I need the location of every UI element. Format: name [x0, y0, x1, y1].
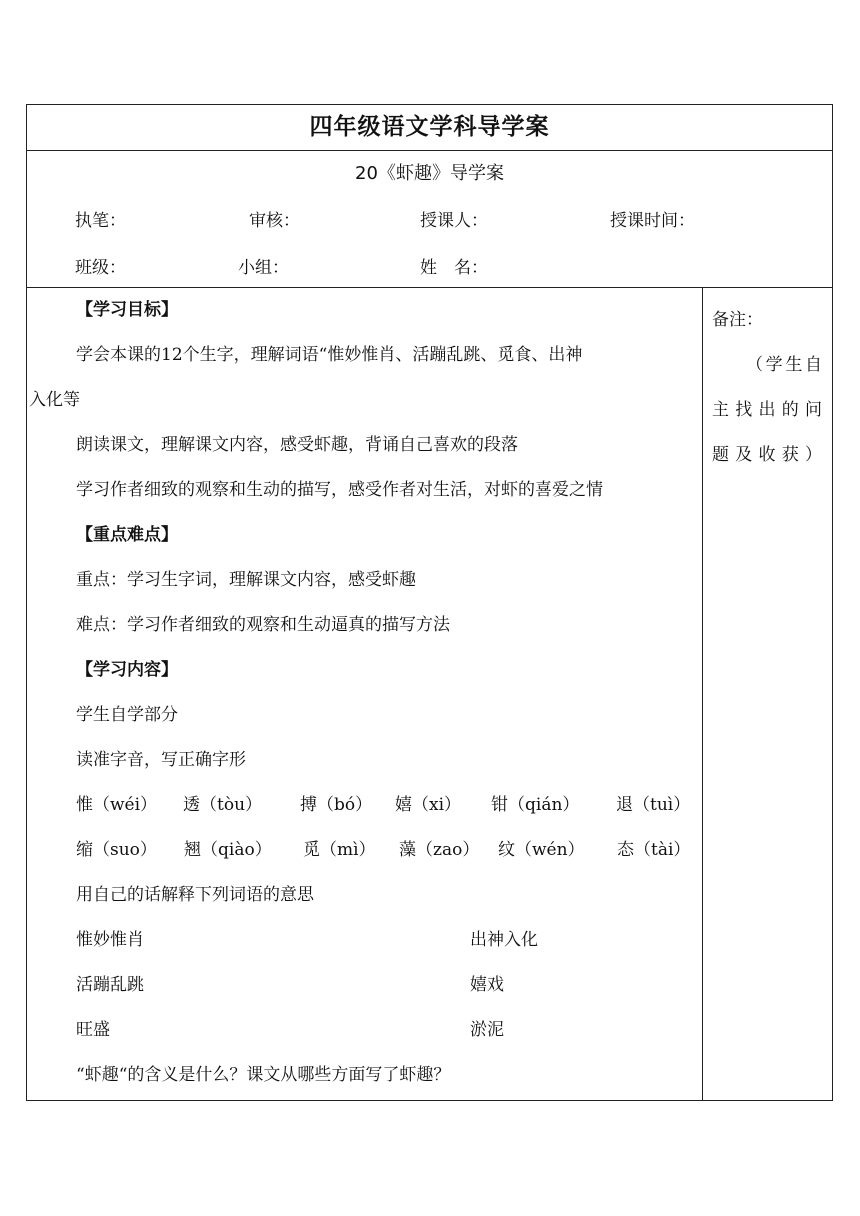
char-item: 觅（mì）: [303, 840, 376, 860]
teacher-label: 授课人：: [420, 211, 488, 231]
content-cell: [27, 288, 703, 1101]
notes-label: 备注：: [712, 310, 763, 330]
student-row: [27, 253, 832, 278]
lesson-subtitle: 20《虾趣》导学案: [355, 163, 504, 184]
char-item: 搏（bó）: [300, 795, 373, 815]
staff-row: [27, 206, 832, 231]
char-item: 翘（qiào）: [184, 840, 272, 860]
name-label: 姓 名：: [420, 258, 488, 278]
writer-label: 执笔：: [75, 211, 126, 231]
char-item: 透（tòu）: [183, 795, 263, 815]
focus-line: 重点：学习生字词，理解课文内容，感受虾趣: [76, 570, 416, 590]
word-item: 活蹦乱跳: [76, 975, 144, 995]
goal-line-1-cont: 入化等: [29, 390, 80, 410]
page-title: 四年级语文学科导学案: [309, 114, 550, 140]
notes-cell: [703, 288, 833, 1101]
title-cell: [27, 105, 833, 151]
explain-line: 用自己的话解释下列词语的意思: [76, 885, 314, 905]
reviewer-label: 审核：: [249, 211, 300, 231]
goal-line-3: 学习作者细致的观察和生动的描写，感受作者对生活，对虾的喜爱之情: [76, 480, 603, 500]
char-item: 藻（zao）: [399, 840, 480, 860]
class-label: 班级：: [75, 258, 126, 278]
keypoints-heading: 【重点难点】: [76, 525, 178, 545]
info-cell: [27, 151, 833, 288]
char-item: 态（tài）: [617, 840, 691, 860]
char-item: 钳（qián）: [491, 795, 580, 815]
worksheet-table: [26, 104, 833, 1101]
goal-line-1: 学会本课的12个生字，理解词语“惟妙惟肖、活蹦乱跳、觅食、出神: [76, 345, 583, 365]
word-item: 惟妙惟肖: [76, 930, 144, 950]
content-heading: 【学习内容】: [76, 660, 178, 680]
difficulty-line: 难点：学习作者细致的观察和生动逼真的描写方法: [76, 615, 450, 635]
self-study-line: 学生自学部分: [76, 705, 178, 725]
goal-line-2: 朗读课文，理解课文内容，感受虾趣，背诵自己喜欢的段落: [76, 435, 518, 455]
pronounce-line: 读准字音，写正确字形: [76, 750, 246, 770]
group-label: 小组：: [238, 258, 289, 278]
time-label: 授课时间：: [610, 211, 695, 231]
char-item: 退（tuì）: [616, 795, 691, 815]
word-item: 出神入化: [470, 930, 538, 950]
word-item: 淤泥: [470, 1020, 504, 1040]
question-line: “虾趣“的含义是什么？课文从哪些方面写了虾趣？: [76, 1065, 451, 1085]
char-item: 惟（wéi）: [76, 795, 158, 815]
notes-hint: （学生自主找出的问题及收获）: [712, 355, 824, 465]
char-item: 纹（wén）: [498, 840, 585, 860]
word-item: 旺盛: [76, 1020, 110, 1040]
goals-heading: 【学习目标】: [76, 300, 178, 320]
char-item: 缩（suo）: [76, 840, 157, 860]
word-item: 嬉戏: [470, 975, 504, 995]
notes-block: [712, 298, 824, 478]
char-item: 嬉（xi）: [395, 795, 462, 815]
